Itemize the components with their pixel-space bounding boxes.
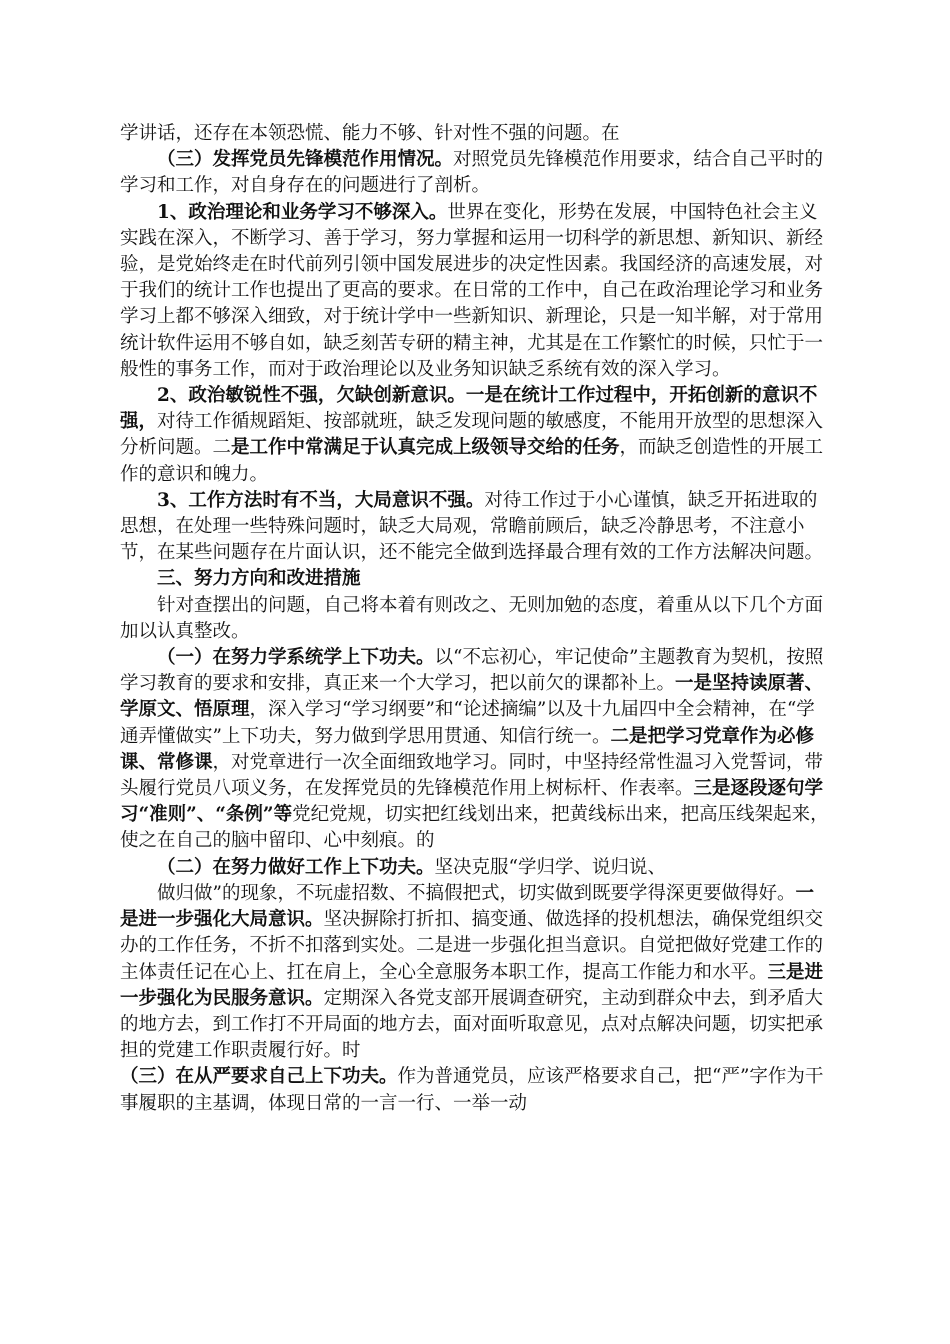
paragraph-intro <box>120 593 832 645</box>
text-run: ，深入学习“学习纲要”和“论述摘编”以及十九届四中全会精神，在“学通弄懂做实”上下功夫，努力做到学思用贯通、知信行统一。 <box>120 699 815 747</box>
section-heading-3 <box>120 566 832 592</box>
bold-run: 是工作中常满足于认真完成上级领导交给的任务 <box>231 437 620 459</box>
paragraph-section-3 <box>120 147 832 199</box>
bold-run: 一是进一步强化大局意识。 <box>120 882 814 931</box>
measure-heading: （三）在从严要求自己上下功夫。 <box>120 1066 398 1088</box>
text-run: 做归做”的现象，不玩虚招数、不搞假把式，切实做到既要学得深更要做得好。 <box>157 882 796 904</box>
text-run: 对待工作循规蹈矩、按部就班，缺乏发现问题的敏感度，不能用开放型的思想深入分析问题。二 <box>120 411 824 459</box>
section-heading: （三）发挥党员先锋模范作用情况。 <box>157 149 454 171</box>
text-run: 作为普通党员，应该严格要求自己，把“严”字作为干事履职的主基调，体现日常的一言一行、一举一动 <box>120 1066 824 1114</box>
measure-heading: （一）在努力学系统学上下功夫。 <box>157 647 435 669</box>
bold-run: 三是进一步强化为民服务意识。 <box>120 961 824 1009</box>
text-run: 以“不忘初心，牢记使命”主题教育为契机，按照学习教育的要求和安排，真正来一个大学习，把以前欠的课都补上。 <box>120 647 824 695</box>
item-heading: 1、政治理论和业务学习不够深入。 <box>157 201 448 223</box>
text-run: 对待工作过于小心谨慎，缺乏开拓进取的思想，在处理一些特殊问题时，缺乏大局观，常瞻前顾后，缺乏冷静思考，不注意小节，在某些问题存在片面认识，还不能完全做到选择最合理有效的工作方法解决问题。 <box>120 489 824 564</box>
paragraph-item-3 <box>120 488 832 567</box>
text-run: 坚决克服“学归学、说归说、 <box>434 856 666 878</box>
text-run: ，而缺乏创造性的开展工作的意识和魄力。 <box>120 437 824 485</box>
paragraph-item-1 <box>120 200 832 383</box>
item-heading: 3、工作方法时有不当，大局意识不强。 <box>157 489 485 511</box>
item-heading: 2、政治敏锐性不强，欠缺创新意识。一是在统计工作过程中，开拓创新的意识不强， <box>120 385 818 433</box>
measure-heading: （二）在努力做好工作上下功夫。 <box>157 856 435 878</box>
bold-run: 三是逐段逐句学习“准则”、“条例”等 <box>120 778 824 826</box>
paragraph-item-2 <box>120 383 832 488</box>
text-run: 定期深入各党支部开展调查研究，主动到群众中去，到矛盾大的地方去，到工作打不开局面的地方去，面对面听取意见，点对点解决问题，切实把承担的党建工作职责履行好。时 <box>120 987 824 1062</box>
paragraph-measure-2 <box>120 855 832 881</box>
text-run: 学讲话，还存在本领恐慌、能力不够、针对性不强的问题。在 <box>120 123 620 144</box>
paragraph-measure-2-body <box>120 881 832 1064</box>
text-run: 世界在变化，形势在发展，中国特色社会主义实践在深入，不断学习、善于学习，努力掌握和运用一切科学的新思想、新知识、新经验，是党始终走在时代前列引领中国发展进步的决定性因素。我国经济的高速发展，对于我们的统计工作也提出了更高的要求。在日常的工作中，自己在政治理论学习和业务学习上都不够深入细致，对于统计学中一些新知识、新理论，只是一知半解，对于常用统计软件运用不够自如，缺乏刻苦专研的精主神，尤其是在工作繁忙的时候，只忙于一般性的事务工作，而对于政治理论以及业务知识缺乏系统有效的深入学习。 <box>120 201 824 380</box>
bold-run: 一是坚持读原著、学原文、悟原理 <box>120 673 824 721</box>
text-run: ，对党章进行一次全面细致地学习。同时，中坚持经常性温习入党誓词，带头履行党员八项义务，在发挥党员的先锋模范作用上树标杆、作表率。 <box>120 751 824 800</box>
chapter-heading: 三、努力方向和改进措施 <box>157 568 361 590</box>
text-run: 对照党员先锋模范作用要求，结合自己平时的学习和工作，对自身存在的问题进行了剖析。 <box>120 149 824 197</box>
document-body <box>120 121 832 1117</box>
paragraph-measure-3 <box>120 1064 832 1116</box>
text-run: 党纪党规，切实把红线划出来，把黄线标出来，把高压线架起来，使之在自己的脑中留印、心中刻痕。的 <box>120 804 829 852</box>
text-run: 针对查摆出的问题，自己将本着有则改之、无则加勉的态度，着重从以下几个方面加以认真整改。 <box>120 594 824 642</box>
paragraph-continuation <box>120 121 832 147</box>
bold-run: 二是把学习党章作为必修课、常修课 <box>120 725 814 773</box>
text-run: 坚决摒除打折扣、搞变通、做选择的投机想法，确保党组织交办的工作任务，不折不扣落到实处。二是进一步强化担当意识。自觉把做好党建工作的主体责任记在心上、扛在肩上，全心全意服务本职工作，提高工作能力和水平。 <box>120 909 824 983</box>
paragraph-measure-1 <box>120 645 832 855</box>
